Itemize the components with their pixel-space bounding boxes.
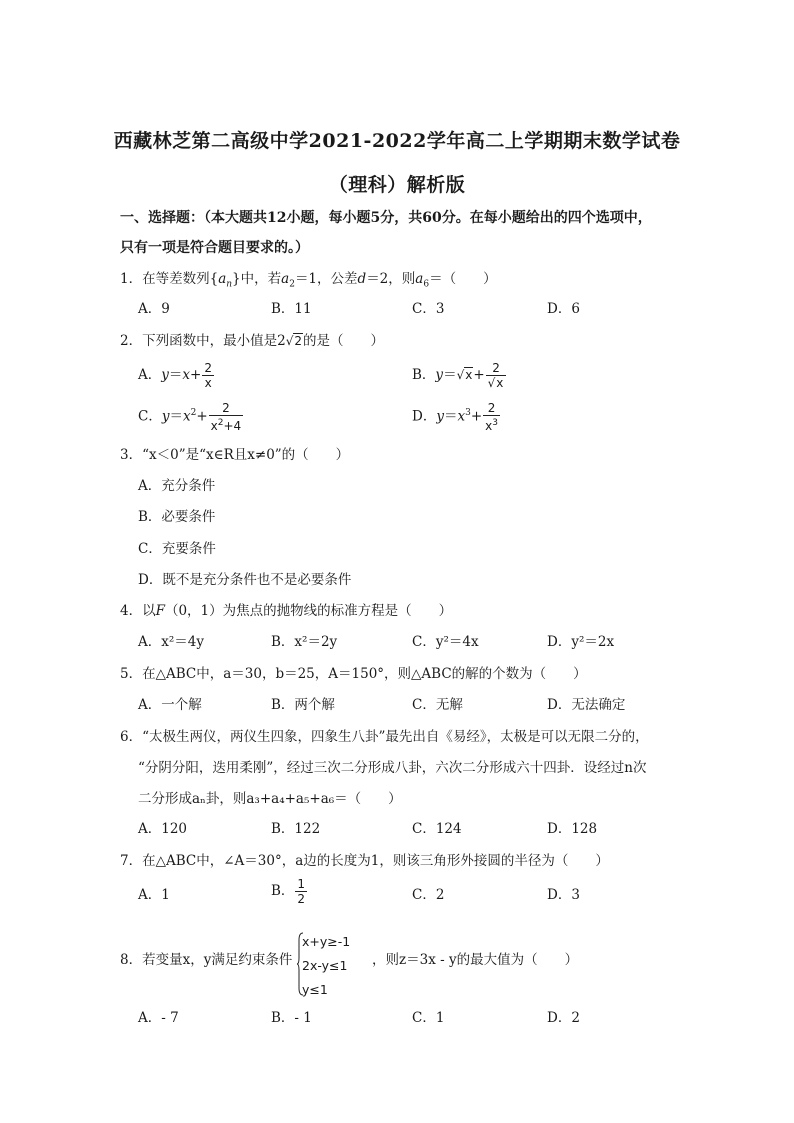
exam-title-line1: 西藏林芝第二高级中学2021-2022学年高二上学期期末数学试卷 [113,130,681,152]
q3-option-a: A．充分条件 [138,478,216,494]
question-7: 7．在△ABC中，∠A＝30°，a边的长度为1，则该三角形外接圆的半径为（ ） [120,853,609,869]
question-3: 3．“x＜0”是“x∈R且x≠0”的（ ） [120,447,350,463]
q4-option-d: D．y²＝2x [547,634,615,650]
q5-option-c: C．无解 [412,697,463,713]
q4-option-c: C．y²＝4x [412,634,479,650]
fraction: $\frac{2}{x^3}$ [485,401,498,433]
question-8-prefix: 8．若变量x，y满足约束条件 [120,952,293,968]
q5-option-a: A．一个解 [138,697,202,713]
q6-option-c: C．124 [412,821,462,837]
fraction: $\frac{2}{x^2+4}$ [210,401,242,433]
section-heading-line2: 只有一项是符合题目要求的。） [120,240,309,256]
fraction: $\frac{1}{2}$ [297,877,306,906]
fraction: $\frac{2}{√x}$ [486,361,507,390]
q6-option-d: D．128 [547,821,598,837]
sqrt-symbol: √2 [285,334,302,348]
exam-title-line2: （理科）解析版 [328,174,466,196]
q8-option-b: B．- 1 [271,1010,312,1026]
section-heading-line1: 一、选择题：（本大题共12小题，每小题5分，共60分。在每小题给出的四个选项中， [120,210,652,226]
q5-option-d: D．无法确定 [547,697,626,713]
q8-option-c: C．1 [412,1010,445,1026]
question-6-line1: 6．“太极生两仪，两仪生四象，四象生八卦”最先出自《易经》，太极是可以无限二分的， [120,729,649,745]
q4-option-a: A．x²＝4y [138,634,204,650]
q1-option-b: B．11 [271,301,312,317]
q8-option-d: D．2 [547,1010,580,1026]
q1-option-a: A．9 [138,301,170,317]
fraction: $\frac{2}{x}$ [204,361,212,390]
sqrt-symbol: √x [456,368,473,382]
q6-option-a: A．120 [138,821,188,837]
constraint-3: y≤1 [302,982,328,997]
q2-option-a: A．y＝x+ $\frac{2}{x}$ [138,361,212,390]
q2-option-d: D．$y=x^3+$ $\frac{2}{x^3}$ [412,401,498,433]
question-4: 4．以F（0，1）为焦点的抛物线的标准方程是（ ） [120,603,453,619]
q3-option-d: D．既不是充分条件也不是必要条件 [138,572,352,588]
question-6-line3: 二分形成aₙ卦，则a₃+a₄+a₅+a₆＝（ ） [138,791,402,807]
question-2: 2．下列函数中，最小值是2√2的是（ ） [120,333,384,349]
q2-option-b: B．y＝√x+ $\frac{2}{√x}$ [412,361,507,390]
question-6-line2: “分阴分阳，迭用柔刚”，经过三次二分形成八卦，六次二分形成六十四卦．设经过n次 [138,760,647,776]
q7-option-d: D．3 [547,887,580,903]
q7-option-b: B． $\frac{1}{2}$ [271,877,306,906]
section-heading [120,203,680,263]
question-5: 5．在△ABC中，a＝30，b＝25，A＝150°，则△ABC的解的个数为（ ） [120,666,587,682]
q4-option-b: B．x²＝2y [271,634,338,650]
constraint-2: 2x-y≤1 [302,958,348,973]
q7-option-c: C．2 [412,887,445,903]
q1-option-d: D．6 [547,301,580,317]
constraint-1: x+y≥-1 [302,934,351,949]
q5-option-b: B．两个解 [271,697,335,713]
q6-option-b: B．122 [271,821,321,837]
constraint-system [302,930,350,1002]
q7-option-a: A．1 [138,887,170,903]
q8-option-a: A．- 7 [138,1010,179,1026]
question-1: 1．在等差数列$\{a_n\}$中，若$a_2=1$，公差d＝2，则$a_6=$（ ） [120,271,497,290]
question-8-suffix: ，则z＝3x - y的最大值为（ ） [372,952,579,968]
q1-option-c: C．3 [412,301,445,317]
q3-option-c: C．充要条件 [138,541,216,557]
q3-option-b: B．必要条件 [138,509,216,525]
q2-option-c: C．$y=x^2+$ $\frac{2}{x^2+4}$ [138,401,242,433]
